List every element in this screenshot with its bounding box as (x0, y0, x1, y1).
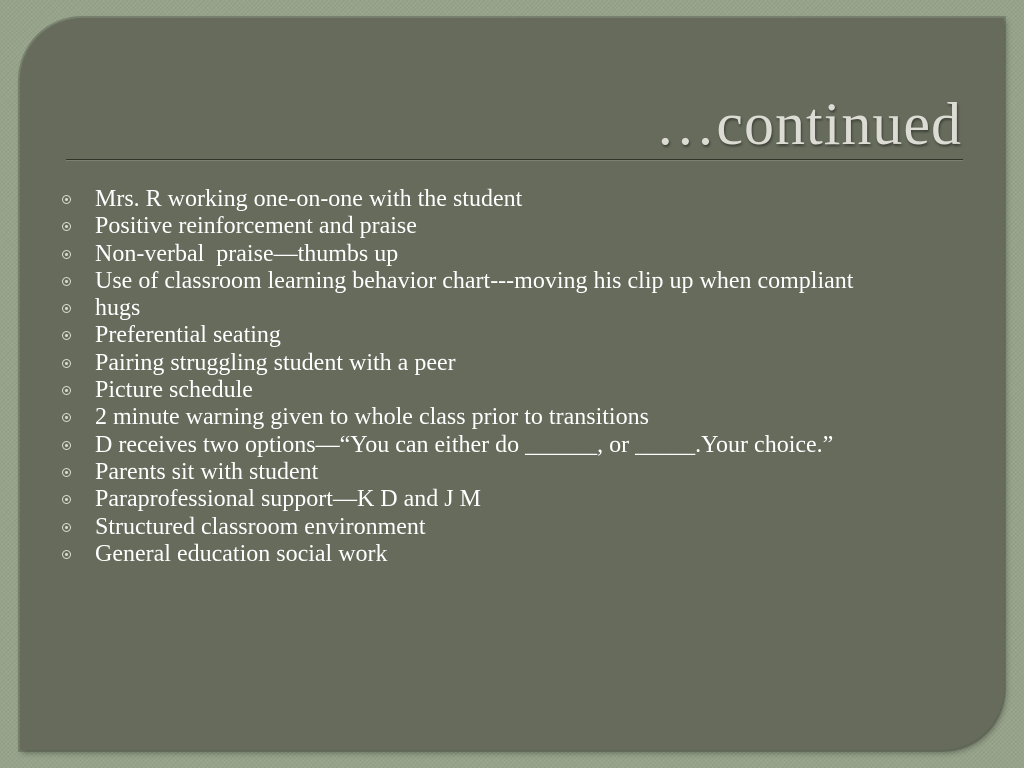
bullet-item (58, 514, 938, 541)
circle-dot-bullet-icon (62, 550, 71, 559)
circle-dot-bullet-icon (62, 441, 71, 450)
bullet-text: Non-verbal praise—thumbs up (95, 240, 399, 267)
circle-dot-bullet-icon (62, 468, 71, 477)
bullet-item (58, 541, 938, 568)
bullet-text: Positive reinforcement and praise (95, 213, 417, 240)
bullet-item (58, 459, 938, 486)
bullet-text: hugs (95, 295, 141, 322)
bullet-item (58, 295, 938, 322)
bullet-text: Mrs. R working one-on-one with the student (95, 186, 523, 212)
bullet-item (58, 404, 938, 431)
circle-dot-bullet-icon (62, 386, 71, 395)
bullet-text: Paraprofessional support—K D and J M (95, 486, 481, 513)
bullet-item (58, 486, 938, 513)
slide-title: …continued (655, 91, 962, 157)
bullet-text: Preferential seating (95, 322, 281, 349)
circle-dot-bullet-icon (62, 523, 71, 532)
circle-dot-bullet-icon (62, 195, 71, 204)
circle-dot-bullet-icon (62, 413, 71, 422)
circle-dot-bullet-icon (62, 331, 71, 340)
bullet-item (58, 241, 938, 268)
bullet-item (58, 213, 938, 240)
bullet-item (58, 268, 938, 295)
bullet-text: Structured classroom environment (95, 513, 426, 540)
circle-dot-bullet-icon (62, 495, 71, 504)
bullet-text: Pairing struggling student with a peer (95, 349, 456, 376)
circle-dot-bullet-icon (62, 359, 71, 368)
title-divider (66, 159, 963, 161)
bullet-text: General education social work (95, 540, 388, 567)
bullet-item (58, 186, 938, 213)
bullet-list (58, 186, 938, 568)
circle-dot-bullet-icon (62, 277, 71, 286)
bullet-item (58, 350, 938, 377)
bullet-item (58, 432, 938, 459)
circle-dot-bullet-icon (62, 250, 71, 259)
slide-panel (20, 18, 1004, 750)
bullet-item (58, 322, 938, 349)
bullet-text: Use of classroom learning behavior chart---moving his clip up when compliant (95, 267, 854, 294)
bullet-text: Picture schedule (95, 377, 253, 404)
bullet-text: Parents sit with student (95, 458, 319, 485)
bullet-text: D receives two options—“You can either do ______, or _____.Your choice.” (95, 431, 834, 458)
bullet-text: 2 minute warning given to whole class prior to transitions (95, 404, 649, 431)
bullet-item (58, 377, 938, 404)
circle-dot-bullet-icon (62, 222, 71, 231)
circle-dot-bullet-icon (62, 304, 71, 313)
